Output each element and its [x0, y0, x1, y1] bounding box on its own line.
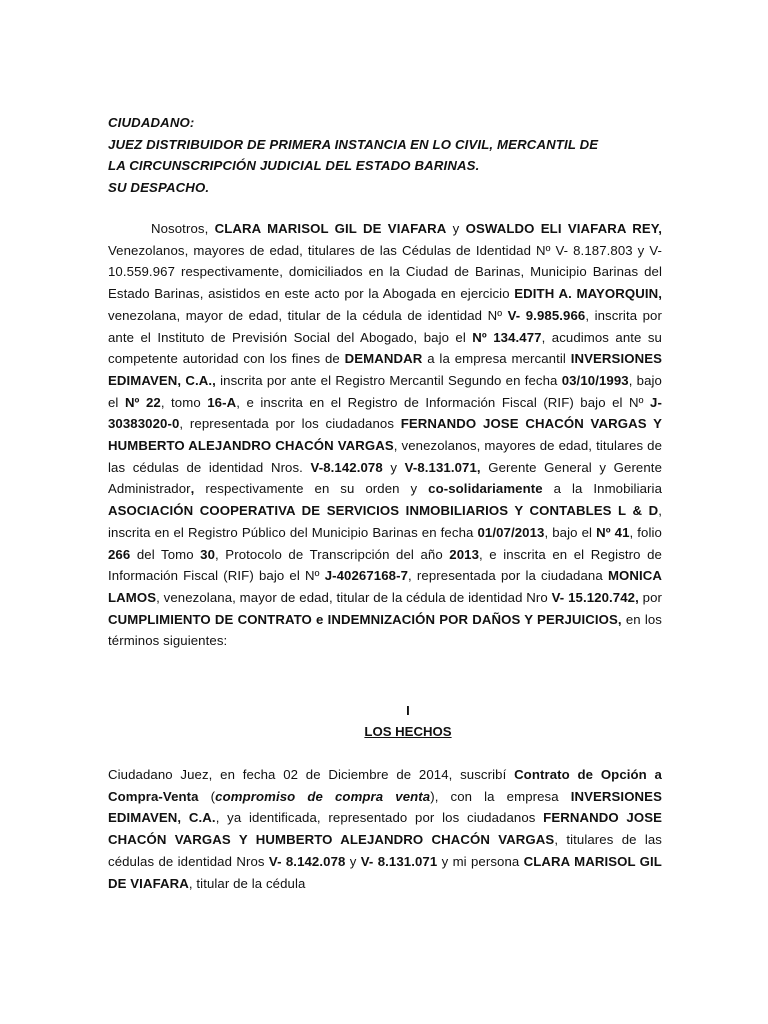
text-run: y: [382, 459, 405, 475]
addressee-header: [108, 112, 668, 199]
text-run: a la empresa mercantil: [422, 351, 571, 367]
text-run: , acudimos ante su competente autoridad con los fines de: [108, 329, 662, 367]
text-run: Ciudadano Juez, en fecha 02 de Diciembre de 2014, suscribí: [108, 767, 515, 782]
text-run: , inscrita en el Registro Público del Municipio Barinas en fecha: [108, 503, 662, 540]
text-run: , titulares de las cédulas de identidad Nros: [108, 832, 662, 869]
bold-run: 30: [200, 546, 216, 562]
text-run: , titular de la cédula: [188, 875, 306, 891]
text-run: venezolana, mayor de edad, titular de la cédula de identidad Nº: [108, 307, 508, 323]
bold-run: J-40267168-7: [324, 568, 409, 584]
text-run: , e inscrita en el Registro de Información Fiscal (RIF) bajo el Nº: [236, 394, 651, 410]
bold-run: CUMPLIMIENTO DE CONTRATO e INDEMNIZACIÓN POR DAÑOS Y PERJUICIOS,: [108, 611, 622, 627]
bold-italic-run: compromiso de compra venta: [215, 788, 431, 804]
bold-run: INVERSIONES EDIMAVEN, C.A.,: [108, 351, 662, 388]
text-run: ), con la empresa: [430, 788, 571, 804]
bold-run: J-30383020-0: [108, 394, 662, 432]
header-line-ciudadano: CIUDADANO:: [108, 115, 195, 130]
bold-run: Nº 134.477: [472, 329, 542, 345]
bold-run: EDITH A. MAYORQUIN,: [514, 286, 662, 302]
text-run: , bajo el: [108, 372, 662, 410]
text-run: del Tomo: [130, 546, 201, 562]
section-number: I: [406, 703, 410, 718]
text-run: , bajo el: [544, 524, 597, 540]
text-run: en los términos siguientes:: [108, 611, 662, 649]
text-run: y mi persona: [437, 853, 524, 869]
bold-run: V- 15.120.742,: [551, 589, 639, 605]
bold-run: V-8.142.078: [310, 459, 383, 475]
text-run: Gerente General y Gerente Administrador: [108, 459, 663, 497]
paragraph-introduction: [108, 218, 662, 652]
text-run: , venezolanos, mayores de edad, titulares de las cédulas de identidad Nros.: [108, 438, 663, 475]
bold-run: V- 8.131.071: [360, 853, 438, 869]
bold-run: Contrato de Opción a Compra-Venta: [108, 767, 662, 804]
bold-run: MONICA LAMOS: [108, 568, 663, 605]
bold-run: 03/10/1993: [561, 372, 629, 388]
header-line-circunscripcion: LA CIRCUNSCRIPCIÓN JUDICIAL DEL ESTADO BARINAS.: [108, 158, 480, 174]
bold-run: ASOCIACIÓN COOPERATIVA DE SERVICIOS INMOBILIARIOS Y CONTABLES L & D: [108, 503, 659, 519]
bold-run: CLARA MARISOL GIL DE VIAFARA: [108, 853, 662, 891]
bold-run: 01/07/2013: [477, 524, 545, 540]
text-run: por: [638, 589, 663, 605]
bold-run: Nº 22: [124, 394, 161, 410]
bold-run: INVERSIONES EDIMAVEN, C.A.: [108, 788, 662, 826]
text-run: respectivamente en su orden y: [194, 481, 429, 497]
text-run: , representada por los ciudadanos: [179, 416, 401, 432]
text-run: , tomo: [160, 394, 208, 410]
text-run: , Protocolo de Transcripción del año: [215, 546, 450, 562]
bold-run: 266: [108, 546, 131, 562]
header-line-despacho: SU DESPACHO.: [108, 180, 210, 196]
text-run: , e inscrita en el Registro de Información Fiscal (RIF) bajo el Nº: [108, 546, 662, 584]
bold-run: co-solidariamente: [428, 481, 543, 497]
bold-run: CLARA MARISOL GIL DE VIAFARA: [214, 221, 447, 236]
bold-run: 2013: [449, 546, 480, 562]
paragraph-hechos: [108, 764, 662, 894]
header-line-juez: JUEZ DISTRIBUIDOR DE PRIMERA INSTANCIA EN LO CIVIL, MERCANTIL DE: [108, 136, 599, 152]
text-run: y: [345, 853, 361, 869]
text-run: inscrita por ante el Registro Mercantil Segundo en fecha: [215, 372, 562, 388]
bold-run: FERNANDO JOSE CHACÓN VARGAS Y HUMBERTO ALEJANDRO CHACÓN VARGAS: [108, 416, 662, 454]
bold-run: FERNANDO JOSE CHACÓN VARGAS Y HUMBERTO ALEJANDRO CHACÓN VARGAS: [108, 810, 662, 848]
bold-run: V-8.131.071,: [404, 459, 481, 475]
bold-run: V- 8.142.078: [268, 853, 346, 869]
text-run: Venezolanos, mayores de edad, titulares de las Cédulas de Identidad Nº V- 8.187.803 y V- 10.559.967 respectivamente, domiciliados en la Ciudad de Barinas, Municipio Barinas del Estado Barinas, asistidos en este acto por la Abogada en ejercicio: [108, 242, 662, 302]
text-run: , ya identificada, representado por los ciudadanos: [215, 810, 544, 826]
bold-run: V- 9.985.966: [507, 307, 586, 323]
text-run: (: [198, 788, 216, 804]
bold-run: OSWALDO ELI VIAFARA REY,: [465, 221, 662, 236]
section-title: LOS HECHOS: [364, 724, 452, 739]
bold-run: DEMANDAR: [344, 351, 423, 367]
text-run: Nosotros,: [151, 221, 215, 236]
text-run: , representada por la ciudadana: [408, 568, 608, 584]
text-run: , inscrita por ante el Instituto de Previsión Social del Abogado, bajo el: [108, 307, 662, 345]
text-run: y: [446, 221, 466, 236]
bold-run: ,: [190, 481, 195, 497]
text-run: , venezolana, mayor de edad, titular de la cédula de identidad Nro: [156, 589, 552, 605]
bold-run: Nº 41: [596, 524, 630, 540]
text-run: a la Inmobiliaria: [542, 481, 662, 497]
bold-run: 16-A: [207, 394, 237, 410]
text-run: , folio: [629, 524, 662, 540]
